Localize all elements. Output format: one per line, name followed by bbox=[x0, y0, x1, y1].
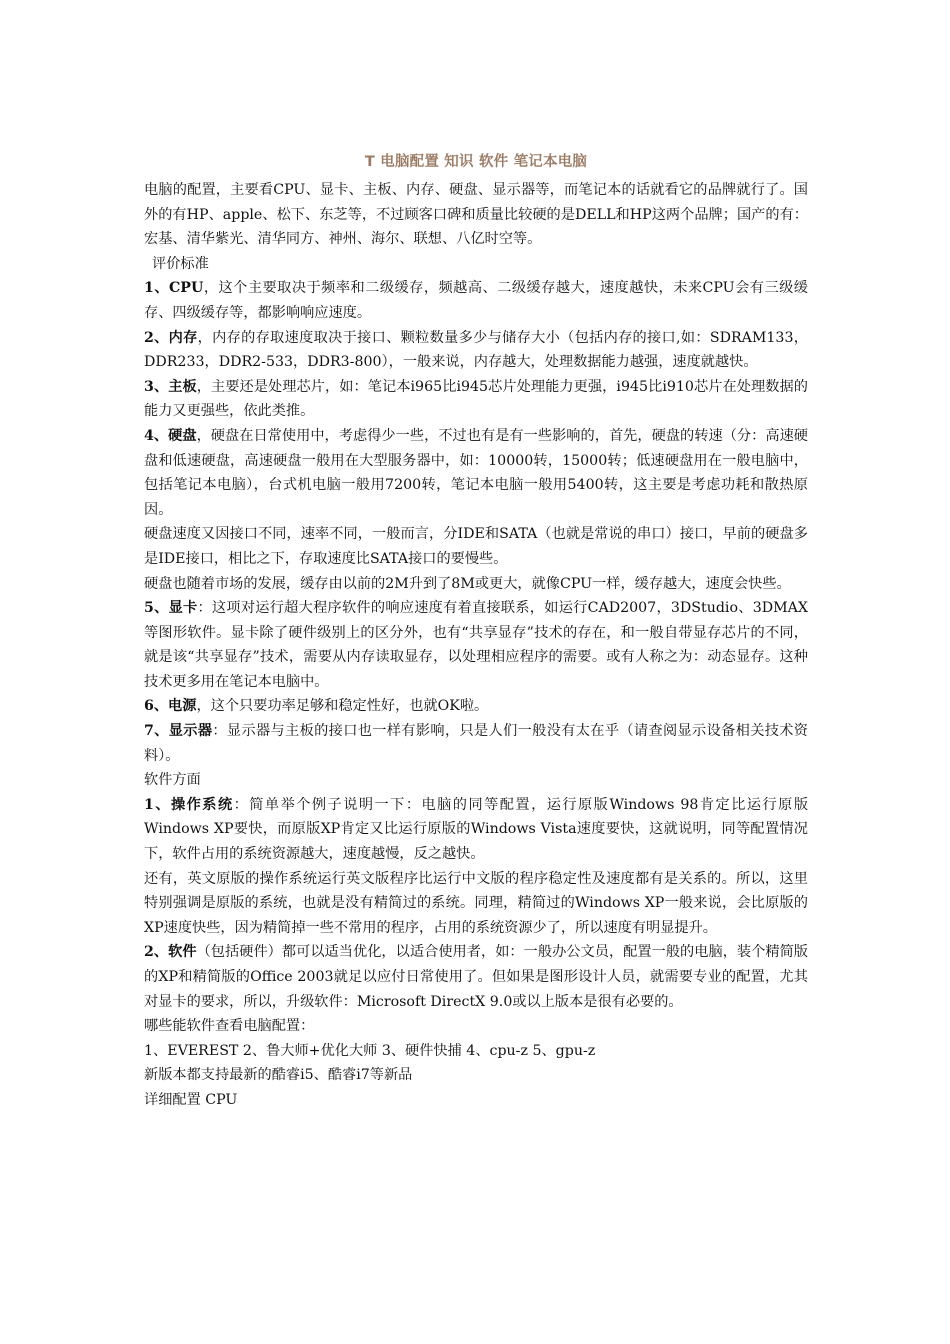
paragraph-heading: 2、内存 bbox=[144, 329, 198, 346]
paragraph bbox=[144, 326, 808, 375]
paragraph-heading: 4、硬盘 bbox=[144, 427, 197, 444]
paragraph-list bbox=[144, 178, 808, 1113]
paragraph-text: 软件方面 bbox=[144, 772, 201, 789]
paragraph-text: （包括硬件）都可以适当优化，以适合使用者，如：一般办公文员，配置一般的电脑，装个精简版的XP和精简版的Office 2003就足以应付日常使用了。但如果是图形设计人员，就需要专业的配置，尤其对显卡的要求，所以，升级软件：Microsoft DirectX 9.0或以上版本是很有必要的。 bbox=[144, 944, 808, 1010]
paragraph bbox=[144, 252, 808, 277]
paragraph-text: 哪些能软件查看电脑配置： bbox=[144, 1018, 315, 1035]
paragraph bbox=[144, 1088, 808, 1113]
paragraph-text: 评价标准 bbox=[152, 255, 209, 272]
paragraph-text: ，硬盘在日常使用中，考虑得少一些，不过也有是有一些影响的，首先，硬盘的转速（分：高速硬盘和低速硬盘，高速硬盘一般用在大型服务器中，如：10000转，15000转；低速硬盘用在一般电脑中，包括笔记本电脑），台式机电脑一般用7200转，笔记本电脑一般用5400转，这主要是考虑功耗和散热原因。 bbox=[144, 427, 808, 518]
paragraph-heading: 7、显示器 bbox=[144, 723, 213, 740]
paragraph-text: 电脑的配置，主要看CPU、显卡、主板、内存、硬盘、显示器等，而笔记本的话就看它的品牌就行了。国外的有HP、apple、松下、东芝等，不过顾客口碑和质量比较硬的是DELL和HP这两个品牌；国产的有：宏基、清华紫光、清华同方、神州、海尔、联想、八亿时空等。 bbox=[144, 182, 808, 248]
paragraph-text: ，这个只要功率足够和稳定性好，也就OK啦。 bbox=[196, 698, 489, 715]
paragraph-heading: 3、主板 bbox=[144, 378, 197, 395]
paragraph bbox=[144, 424, 808, 522]
paragraph bbox=[144, 178, 808, 252]
paragraph bbox=[144, 867, 808, 941]
paragraph bbox=[144, 793, 808, 867]
paragraph bbox=[144, 1063, 808, 1088]
document-body bbox=[144, 152, 808, 1113]
paragraph-text: ：这项对运行超大程序软件的响应速度有着直接联系，如运行CAD2007，3DStudio、3DMAX等图形软件。显卡除了硬件级别上的区分外，也有“共享显存”技术的存在，和一般自带显存芯片的不同，就是该“共享显存”技术，需要从内存读取显存，以处理相应程序的需要。或有人称之为：动态显存。这种技术更多用在笔记本电脑中。 bbox=[144, 600, 808, 690]
paragraph-heading: 1、操作系统 bbox=[144, 796, 234, 813]
paragraph-text: ，内存的存取速度取决于接口、颗粒数量多少与储存大小（包括内存的接口,如：SDRAM133，DDR233，DDR2-533，DDR3-800），一般来说，内存越大，处理数据能力越强，速度就越快。 bbox=[144, 329, 808, 371]
paragraph-text: 还有，英文原版的操作系统运行英文版程序比运行中文版的程序稳定性及速度都有是关系的。所以，这里特别强调是原版的系统，也就是没有精简过的系统。同理，精简过的Windows XP一般来说，会比原版的XP速度快些，因为精简掉一些不常用的程序，占用的系统资源少了，所以速度有明显提升。 bbox=[144, 870, 808, 936]
paragraph bbox=[144, 522, 808, 571]
paragraph-text: ：简单举个例子说明一下：电脑的同等配置，运行原版Windows 98肯定比运行原版Windows XP要快，而原版XP肯定又比运行原版的Windows Vista速度要快，这就说明，同等配置情况下，软件占用的系统资源越大，速度越慢，反之越快。 bbox=[144, 796, 809, 863]
paragraph bbox=[144, 694, 808, 719]
paragraph-text: ：显示器与主板的接口也一样有影响，只是人们一般没有太在乎（请查阅显示设备相关技术资料）。 bbox=[144, 723, 808, 764]
document-title: T 电脑配置 知识 软件 笔记本电脑 bbox=[364, 154, 588, 170]
paragraph-text: 硬盘也随着市场的发展，缓存由以前的2M升到了8M或更大，就像CPU一样，缓存越大，速度会快些。 bbox=[144, 575, 791, 592]
paragraph bbox=[144, 596, 808, 694]
paragraph-text: 1、EVEREST 2、鲁大师+优化大师 3、硬件快捕 4、cpu-z 5、gpu-z bbox=[144, 1042, 596, 1059]
paragraph-text: 硬盘速度又因接口不同，速率不同，一般而言，分IDE和SATA（也就是常说的串口）接口，早前的硬盘多是IDE接口，相比之下，存取速度比SATA接口的要慢些。 bbox=[144, 526, 808, 567]
paragraph-text: ，主要还是处理芯片，如：笔记本i965比i945芯片处理能力更强，i945比i910芯片在处理数据的能力又更强些，依此类推。 bbox=[144, 378, 808, 420]
paragraph bbox=[144, 719, 808, 768]
paragraph bbox=[144, 940, 808, 1014]
paragraph-text: ，这个主要取决于频率和二级缓存，频越高、二级缓存越大，速度越快，未来CPU会有三级缓存、四级缓存等，都影响响应速度。 bbox=[144, 280, 808, 321]
paragraph bbox=[144, 1014, 808, 1039]
paragraph-text: 详细配置 CPU bbox=[144, 1091, 238, 1108]
paragraph-heading: 5、显卡 bbox=[144, 600, 198, 617]
paragraph bbox=[144, 1039, 808, 1064]
paragraph-heading: 6、电源 bbox=[144, 698, 197, 715]
paragraph-text: 新版本都支持最新的酷睿i5、酷睿i7等新品 bbox=[144, 1067, 413, 1084]
paragraph bbox=[144, 276, 808, 325]
paragraph bbox=[144, 375, 808, 424]
paragraph bbox=[144, 768, 808, 793]
paragraph-heading: 2、软件 bbox=[144, 944, 197, 961]
paragraph-heading: 1、CPU bbox=[144, 280, 204, 297]
paragraph bbox=[144, 572, 808, 597]
